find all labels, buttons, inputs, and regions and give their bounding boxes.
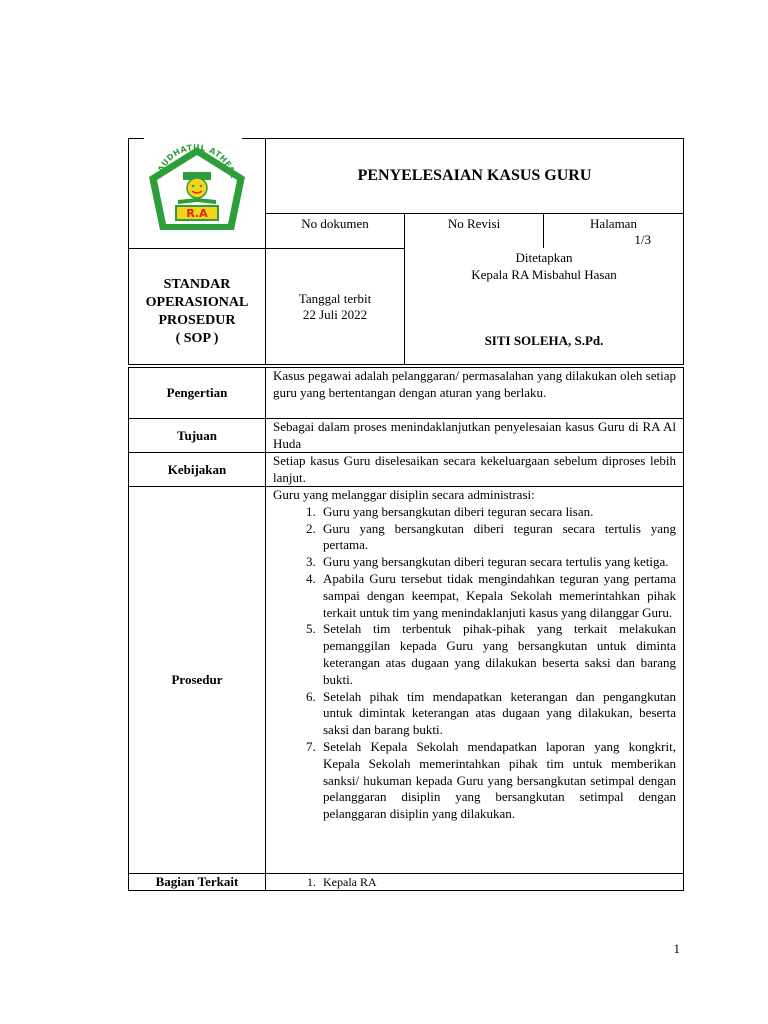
bagian-terkait-content bbox=[273, 874, 676, 890]
prosedur-step: 4. Apabila Guru tersebut tidak mengindahkan teguran yang pertama sampai dengan keempat, Kepala Sekolah memerintahkan pihak terkait untuk tim yang menindaklanjuti kasus yang dilanggar Guru. bbox=[319, 571, 676, 621]
pengertian-text: Kasus pegawai adalah pelanggaran/ permasalahan yang dilakukan oleh setiap guru yang bertentangan dengan aturan yang berlaku. bbox=[273, 368, 676, 400]
prosedur-step: 6. Setelah pihak tim mendapatkan keterangan dan pengangkutan untuk dimintak keterangan atas dugaan yang dilakukan, beserta saksi dan barang bukti. bbox=[319, 689, 676, 739]
prosedur-step: 1. Guru yang bersangkutan diberi teguran secara lisan. bbox=[319, 504, 676, 521]
prosedur-step: 5. Setelah tim terbentuk pihak-pihak yang terkait melakukan pemanggilan kepada Guru yang bersangkutan untuk diminta keterangan atas dugaan yang dilakukan beserta saksi dan barang bukti. bbox=[319, 621, 676, 688]
kepala-label: Kepala RA Misbahul Hasan bbox=[471, 267, 617, 282]
logo-ra-text: R.A bbox=[186, 207, 208, 220]
border-line bbox=[128, 364, 684, 365]
no-revisi-label: No Revisi bbox=[447, 216, 501, 231]
prosedur-step: 3. Guru yang bersangkutan diberi teguran secara tertulis yang ketiga. bbox=[319, 554, 676, 571]
no-dokumen-label: No dokumen bbox=[301, 216, 369, 231]
bagian-terkait-label: Bagian Terkait bbox=[155, 874, 239, 889]
tanggal-terbit bbox=[266, 291, 404, 325]
bagian-terkait-list bbox=[273, 874, 676, 890]
page-number: 1 bbox=[673, 941, 680, 956]
border-line bbox=[128, 248, 266, 249]
eye-icon bbox=[200, 185, 202, 187]
bagian-terkait-item: 1. Kepala RA bbox=[319, 874, 676, 890]
border-line bbox=[265, 248, 404, 249]
eye-icon bbox=[192, 185, 194, 187]
prosedur-label: Prosedur bbox=[171, 672, 223, 687]
border-line bbox=[683, 138, 684, 365]
prosedur-step: 2. Guru yang bersangkutan diberi teguran secara tertulis yang pertama. bbox=[319, 521, 676, 555]
sop-line-2: OPERASIONAL bbox=[145, 295, 249, 310]
sop-line-1: STANDAR bbox=[163, 277, 231, 292]
ditetapkan-block bbox=[405, 249, 683, 285]
signatory-name: SITI SOLEHA, S.Pd. bbox=[484, 333, 604, 348]
tujuan-text: Sebagai dalam proses menindaklanjutkan penyelesaian kasus Guru di RA Al Huda bbox=[273, 419, 676, 451]
ditetapkan-label: Ditetapkan bbox=[515, 250, 573, 265]
ra-logo-emblem bbox=[136, 142, 258, 240]
border-line bbox=[683, 367, 684, 891]
sop-label bbox=[129, 276, 265, 348]
sop-line-3: PROSEDUR bbox=[158, 313, 236, 328]
halaman-value: 1/3 bbox=[634, 232, 651, 247]
sop-table bbox=[128, 138, 684, 891]
halaman-label: Halaman bbox=[590, 216, 637, 231]
tanggal-terbit-value: 22 Juli 2022 bbox=[302, 307, 368, 322]
tujuan-label: Tujuan bbox=[177, 427, 217, 443]
border-line bbox=[128, 890, 684, 891]
prosedur-steps bbox=[273, 504, 676, 823]
tanggal-terbit-label: Tanggal terbit bbox=[298, 291, 372, 306]
kebijakan-label: Kebijakan bbox=[167, 461, 227, 477]
pengertian-label: Pengertian bbox=[166, 385, 228, 400]
document-title: PENYELESAIAN KASUS GURU bbox=[357, 167, 592, 184]
prosedur-step: 7. Setelah Kepala Sekolah mendapatkan laporan yang kongkrit, Kepala Sekolah memerintahkan pihak tim untuk memberikan sanksi/ hukuman kepada Guru yang bersangkutan setimpal dengan pelanggaran disiplin yang bersangkutan setimpal dengan pelanggaran disiplin yang dilakukan. bbox=[319, 739, 676, 823]
prosedur-content bbox=[273, 487, 676, 873]
prosedur-intro: Guru yang melanggar disiplin secara administrasi: bbox=[273, 487, 535, 502]
sop-line-4: ( SOP ) bbox=[175, 331, 219, 346]
border-line bbox=[265, 367, 266, 891]
border-line bbox=[265, 213, 684, 214]
smiley-face-icon bbox=[187, 178, 207, 198]
kebijakan-text: Setiap kasus Guru diselesaikan secara kekeluargaan sebelum diproses lebih lanjut. bbox=[273, 453, 676, 485]
logo-arc-text: RAUDHATUL ATHFAL bbox=[153, 142, 239, 180]
border-line bbox=[128, 138, 144, 139]
ra-logo bbox=[136, 142, 258, 240]
